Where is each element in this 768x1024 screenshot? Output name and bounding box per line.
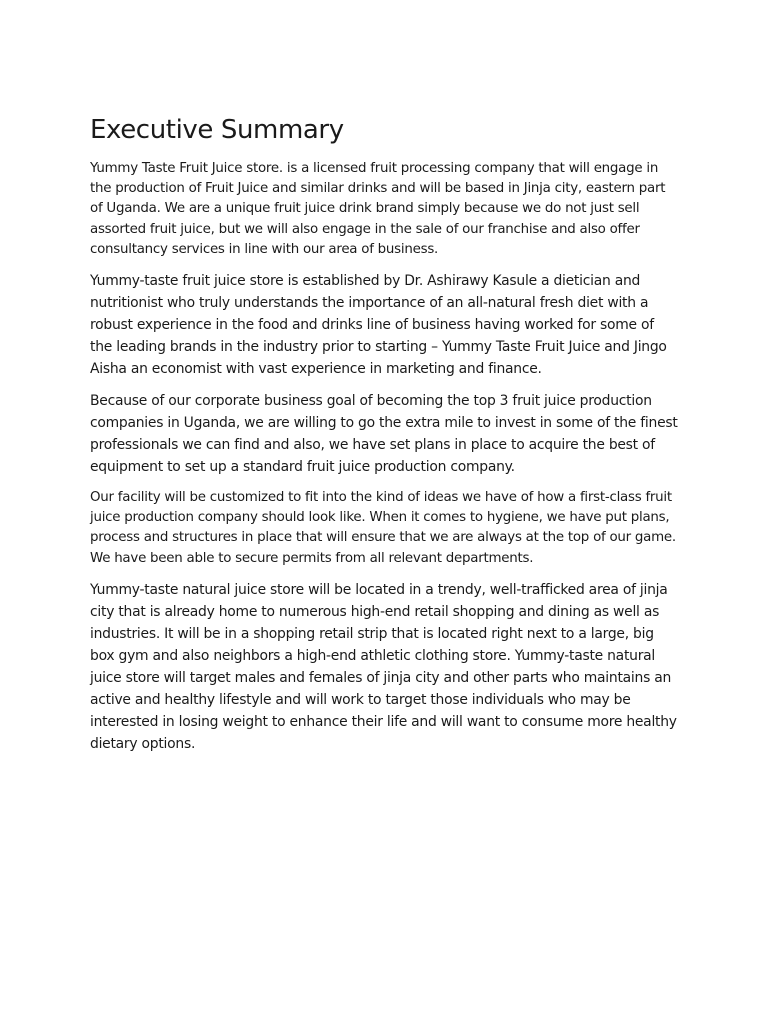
paragraph-facility: Our facility will be customized to fit into the kind of ideas we have of how a first-class fruit juice production company should look like. When it comes to hygiene, we have put plans, process and structures in place that will ensure that we are always at the top of our game. We have been able to secure permits from all relevant departments. — [90, 490, 676, 566]
document-page — [90, 112, 680, 765]
paragraph-corporate-goal: Because of our corporate business goal of becoming the top 3 fruit juice production companies in Uganda, we are willing to go the extra mile to invest in some of the finest professionals we can find and also, we have set plans in place to acquire the best of equipment to set up a standard fruit juice production company. — [90, 393, 678, 476]
paragraph-founders: Yummy-taste fruit juice store is established by Dr. Ashirawy Kasule a dietician and nutritionist who truly understands the importance of an all-natural fresh diet with a robust experience in the food and drinks line of business having worked for some of the leading brands in the industry prior to starting – Yummy Taste Fruit Juice and Jingo Aisha an economist with vast experience in marketing and finance. — [90, 273, 667, 378]
page-title: Executive Summary — [90, 115, 344, 145]
paragraph-location-market: Yummy-taste natural juice store will be located in a trendy, well-trafficked area of jinja city that is already home to numerous high-end retail shopping and dining as well as industries. It will be in a shopping retail strip that is located right next to a large, big box gym and also neighbors a high-end athletic clothing store. Yummy-taste natural juice store will target males and females of jinja city and other parts who maintains an active and healthy lifestyle and will work to target those individuals who may be interested in losing weight to enhance their life and will want to consume more healthy dietary options. — [90, 581, 677, 752]
paragraph-company-overview: Yummy Taste Fruit Juice store. is a licensed fruit processing company that will engage in the production of Fruit Juice and similar drinks and will be based in Jinja city, eastern part of Uganda. We are a unique fruit juice drink brand simply because we do not just sell assorted fruit juice, but we will also engage in the sale of our franchise and also offer consultancy services in line with our area of business. — [90, 161, 666, 257]
